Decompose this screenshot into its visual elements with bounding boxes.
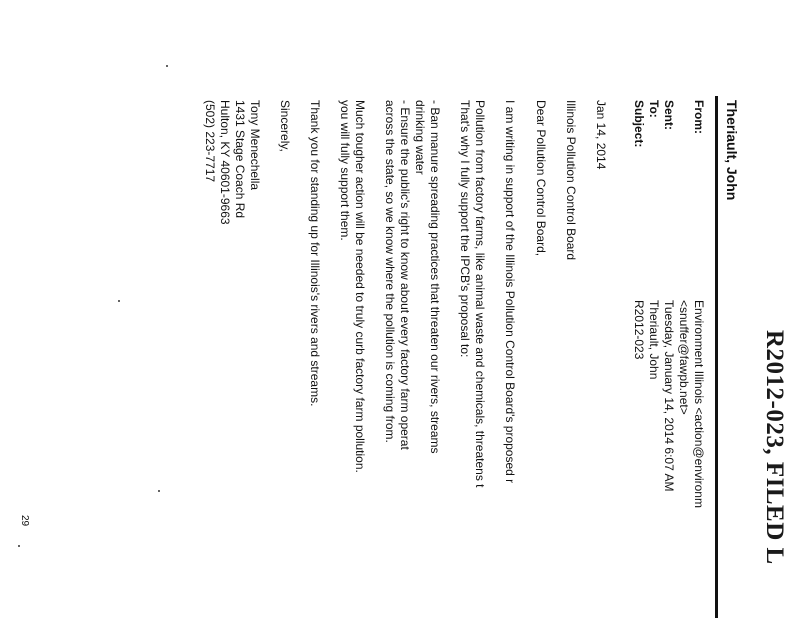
- page-number: 29: [19, 515, 30, 527]
- letter-salutation: Dear Pollution Control Board,: [534, 100, 548, 257]
- scan-speck: [118, 300, 120, 302]
- bullet-2-line-2: across the state, so we know where the pollution is coming from.: [383, 100, 397, 443]
- letter-date: Jan 14, 2014: [594, 100, 608, 170]
- filing-stamp: R2012-023, FILED L: [761, 330, 788, 565]
- paragraph-3-line-2: you will fully support them.: [338, 100, 352, 241]
- bullet-2-line-1: - Ensure the public's right to know about every factory farm operat: [398, 100, 412, 450]
- paragraph-2-line-1: Pollution from factory farms, like animal waste and chemicals, threatens t: [473, 100, 487, 488]
- sent-value: Tuesday, January 14, 2014 6:07 AM: [662, 300, 676, 492]
- bullet-1-line-1: - Ban manure spreading practices that threaten our rivers, streams: [428, 100, 442, 454]
- paragraph-3-line-1: Much tougher action will be needed to truly curb factory farm pollution.: [353, 100, 367, 473]
- subject-value: R2012-023: [632, 300, 646, 360]
- subject-label: Subject:: [632, 100, 646, 148]
- signature-street: 1431 Stage Coach Rd: [233, 100, 247, 219]
- from-value: Environment Illinois <action@environm: [692, 300, 706, 508]
- scan-speck: [158, 490, 160, 492]
- paragraph-4: Thank you for standing up for Illinois's rivers and streams.: [308, 100, 322, 407]
- letter-recipient: Illinois Pollution Control Board: [564, 100, 578, 261]
- signature-city: Hulton, KY 40601-9663: [218, 100, 232, 225]
- scan-speck: [166, 65, 168, 67]
- paragraph-1: I am writing in support of the Illinois Pollution Control Board's proposed r: [503, 100, 517, 484]
- to-value: Theriault, John: [647, 300, 661, 380]
- to-label: To:: [647, 100, 661, 118]
- paragraph-2-line-2: That's why I fully support the IPCB's proposal to:: [458, 100, 472, 358]
- sent-label: Sent:: [662, 100, 676, 130]
- signature-phone: (502) 223-7717: [203, 100, 217, 183]
- from-label: From:: [692, 100, 706, 134]
- from-value-email: <snuffer@fawpb.net>: [677, 300, 691, 415]
- signature-name: Tony Menechella: [248, 100, 262, 191]
- header-rule: [715, 96, 718, 618]
- scan-speck: [18, 545, 20, 547]
- sender-name: Theriault, John: [724, 100, 740, 201]
- closing: Sincerely,: [278, 100, 292, 152]
- bullet-1-line-2: drinking water: [413, 100, 427, 175]
